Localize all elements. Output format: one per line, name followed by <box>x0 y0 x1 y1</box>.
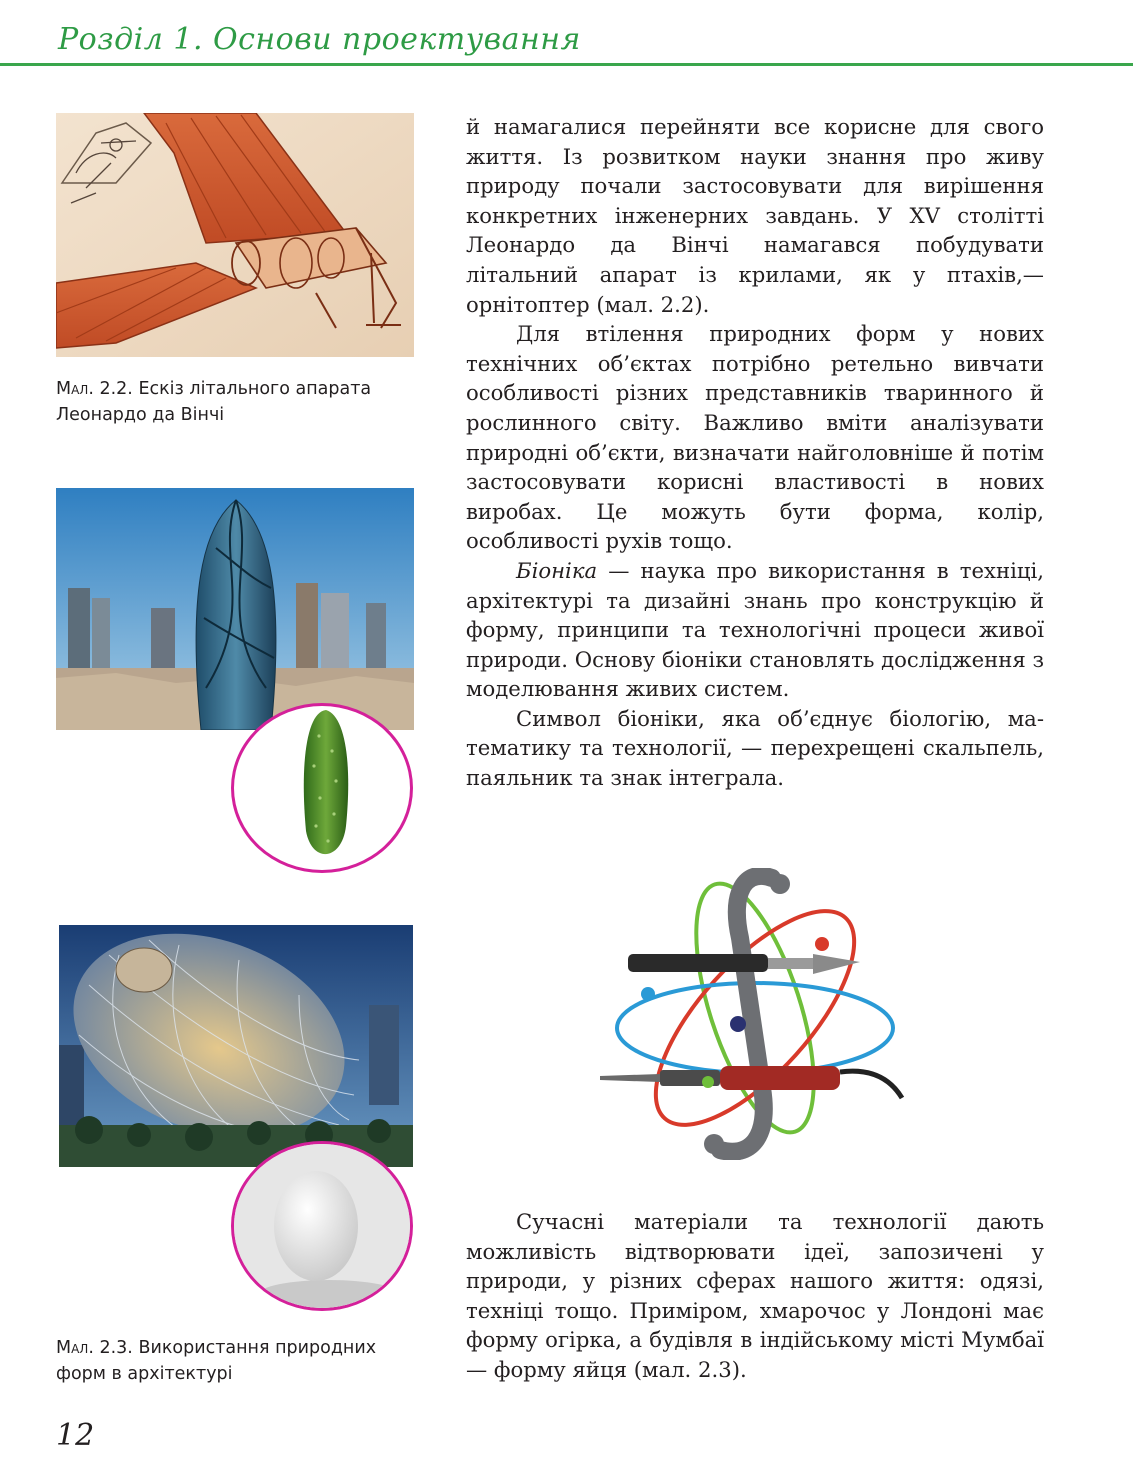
figure-egg-building-photo <box>59 925 413 1167</box>
figure-2-2-caption <box>56 376 371 428</box>
figure-leonardo-sketch <box>56 113 414 357</box>
paragraph: Сучасні матеріали та технології дають можливість відтворювати ідеї, запозичені у природи, у різних сферах нашого життя: одязі, техніці тощо. Приміром, хмарочос у Лондоні має форму огірка, а будівля в індійському місті Мумбаї — форму яйця (мал. 2.3). <box>466 1209 1044 1382</box>
paragraph <box>466 556 1044 704</box>
caption-label: Мал. 2.2. <box>56 379 133 399</box>
caption-label: Мал. 2.3. <box>56 1338 133 1358</box>
main-text-column <box>466 112 1044 793</box>
header-divider <box>0 63 1133 66</box>
term-bionika: Біоніка <box>516 557 598 583</box>
bionics-symbol <box>590 868 920 1160</box>
egg-inset <box>231 1141 413 1311</box>
paragraph: Символ біоніки, яка об’єднує біологію, математику та технології, — перехрещені скальпель, паяльник та знак інтеграла. <box>466 705 1044 791</box>
paragraph: Для втілення природних форм у нових технічних об’єктах потрібно ретельно вивчати особливості різних представників тваринного й рослинного світу. Важливо вміти аналізувати природні об’єкти, визначати найголовніше й потім застосовувати корисні властивості в нових виробах. Це можуть бути форма, колір, особливості рухів тощо. <box>466 321 1044 554</box>
section-title: Розділ 1. Основи проектування <box>58 22 581 57</box>
caption-text-line2: Леонардо да Вінчі <box>56 405 225 425</box>
caption-text: Ескіз літального апарата <box>138 379 372 399</box>
figure-2-3-caption <box>56 1335 376 1387</box>
caption-text-line2: форм в архітектурі <box>56 1364 233 1384</box>
cucumber-inset <box>231 703 413 873</box>
paragraph: й намагалися перейняти все корисне для свого життя. Із розвитком науки знання про живу природу почали застосовувати для вирішення конкретних інженерних завдань. У XV столітті Леонардо да Вінчі намагався побудувати літальний апарат із крилами, як у птахів,— орнітоптер (мал. 2.2). <box>466 114 1044 317</box>
page-number: 12 <box>56 1418 95 1453</box>
lower-text-column <box>466 1207 1044 1385</box>
figure-gherkin-photo <box>56 488 414 730</box>
paragraph-rest: — наука про використання в техніці, архітектурі та дизайні знань про конструкцію й форму, принципи та технологічні процеси живої природи. Основу біоніки становлять дослідження з моделювання живих систем. <box>466 557 1045 702</box>
caption-text: Використання природних <box>138 1338 377 1358</box>
